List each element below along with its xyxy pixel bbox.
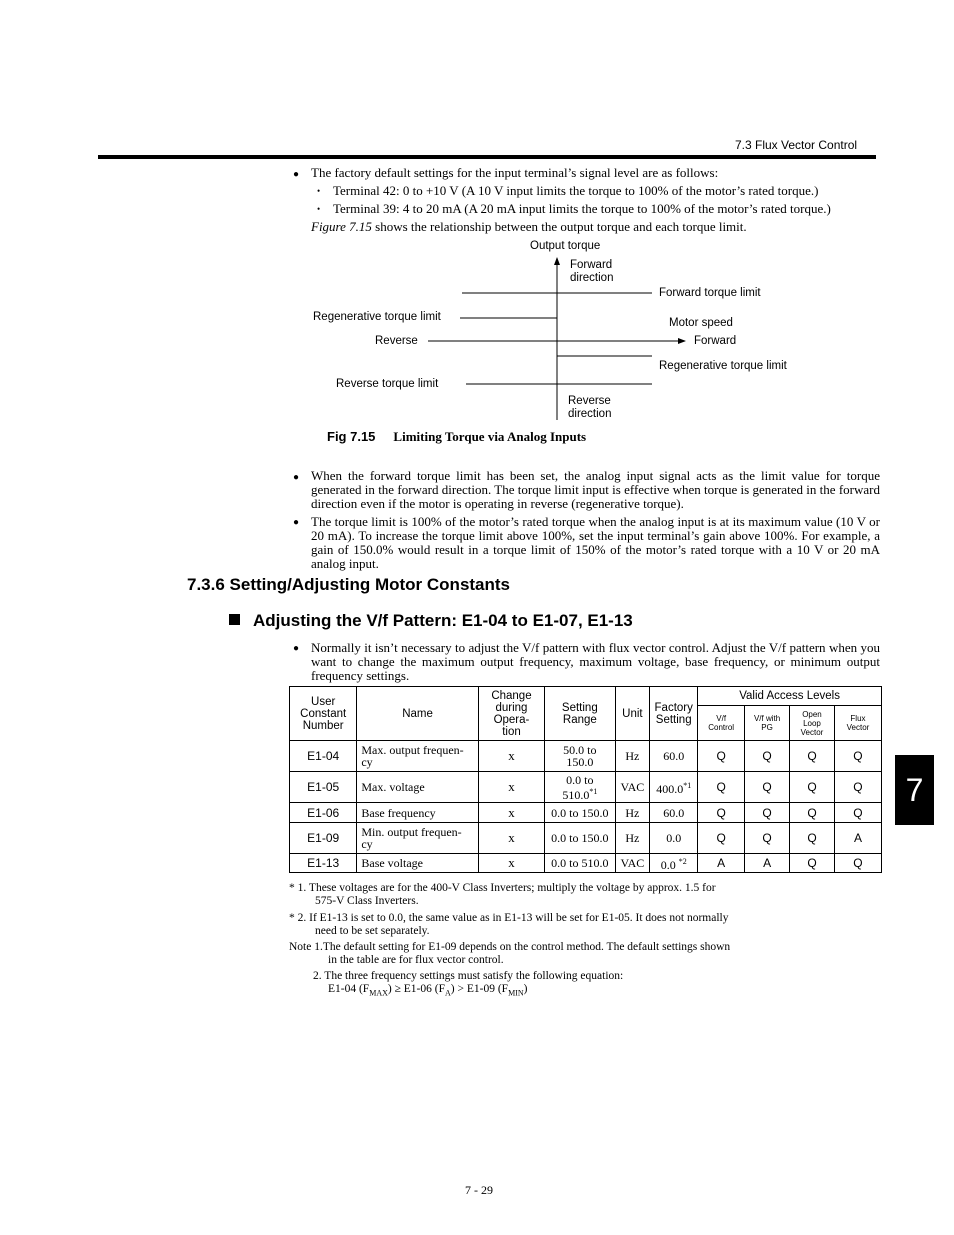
cell-range: 0.0 to 510.0$^{*1}$ (545, 772, 615, 803)
label-regen-right: Regenerative torque limit (659, 360, 787, 372)
label-forward-direction-1: Forward (570, 259, 613, 271)
torque-axis-arrow (554, 257, 560, 265)
cell-level-olv: Q (790, 803, 835, 823)
note-1-line-1: Note 1.The default setting for E1-09 depends on the control method. The default settings shown (289, 941, 731, 953)
cell-name: Max. voltage (357, 772, 478, 803)
cell-level-vf: Q (698, 823, 745, 854)
cell-level-vf: Q (698, 772, 745, 803)
cell-name: Min. output frequen- cy (357, 823, 478, 854)
cell-level-olv: Q (790, 772, 835, 803)
cell-name: Base voltage (357, 854, 478, 873)
sub-bullet-dot: • (317, 186, 321, 196)
cell-change: x (478, 741, 544, 772)
page-number: 7 - 29 (465, 1183, 493, 1197)
sub-bullet-terminal-42: Terminal 42: 0 to +10 V (A 10 V input limits the torque to 100% of the motor’s rated torque.) (333, 183, 819, 198)
figure-reference (311, 220, 881, 234)
cell-change: x (478, 772, 544, 803)
table-row (290, 772, 882, 803)
cell-range: 0.0 to 150.0 (545, 803, 615, 823)
intro-bullet: The factory default settings for the input terminal’s signal level are as follows: (311, 165, 719, 180)
bullet-dot: ● (293, 169, 300, 180)
footnote-1-line-1: * 1. These voltages are for the 400-V Class Inverters; multiply the voltage by approx. 1.5 for (289, 882, 716, 894)
vf-pattern-table (289, 686, 882, 873)
cell-number: E1-06 (290, 803, 357, 823)
cell-level-flux: A (834, 823, 881, 854)
cell-name: Max. output frequen- cy (357, 741, 478, 772)
label-forward-direction-2: direction (570, 272, 614, 284)
label-reverse-torque-limit: Reverse torque limit (336, 378, 439, 390)
table-intro: Normally it isn’t necessary to adjust the V/f pattern with flux vector control. Adjust the V/f pattern when you want to change the maximum output frequency, maximum voltage, base frequency, or minimum output frequency settings. (311, 640, 880, 683)
cell-range: 0.0 to 510.0 (545, 854, 615, 873)
heading-square-icon (229, 614, 240, 625)
frequency-equation: E1-04 $(F_{MAX}) \ge E1-06$ $(F_A) > E1-09$ $(F_{MIN})$ (328, 983, 528, 998)
col-vf-with-pg: V/f with PG (745, 706, 790, 741)
label-regen-left: Regenerative torque limit (313, 311, 441, 323)
header-rule (98, 155, 876, 159)
label-reverse-direction-1: Reverse (568, 395, 611, 407)
speed-axis-arrow (678, 338, 686, 344)
cell-range: 50.0 to 150.0 (545, 741, 615, 772)
figure-caption (327, 429, 586, 445)
col-setting-range: Setting Range (545, 687, 615, 741)
cell-unit: Hz (615, 741, 650, 772)
col-change-during-operation: Change during Opera- tion (478, 687, 544, 741)
label-motor-speed: Motor speed (669, 317, 733, 329)
footnote-2-line-2: need to be set separately. (315, 925, 430, 937)
note-1-line-2: in the table are for flux vector control. (328, 954, 504, 966)
cell-level-flux: Q (834, 741, 881, 772)
cell-factory: 60.0 (650, 741, 698, 772)
cell-change: x (478, 823, 544, 854)
table-row (290, 741, 882, 772)
col-name: Name (357, 687, 478, 741)
torque-limit-diagram (300, 236, 820, 426)
col-constant-number: User Constant Number (290, 687, 357, 741)
cell-level-vf: A (698, 854, 745, 873)
cell-factory: 0.0 (650, 823, 698, 854)
table-row (290, 823, 882, 854)
figure-ref-italic: Figure 7.15 (311, 219, 372, 234)
cell-factory: 60.0 (650, 803, 698, 823)
cell-factory: 0.0 $^{*2}$ (650, 854, 698, 873)
cell-level-flux: Q (834, 803, 881, 823)
label-forward: Forward (694, 335, 737, 347)
cell-factory: 400.0$^{*1}$ (650, 772, 698, 803)
sub-heading (229, 611, 633, 631)
bullet-dot: ● (293, 643, 300, 654)
footnote-2-line-1: * 2. If E1-13 is set to 0.0, the same value as in E1-13 will be set for E1-05. It does not normally (289, 912, 729, 924)
cell-level-olv: Q (790, 854, 835, 873)
torque-gain-paragraph: The torque limit is 100% of the motor’s rated torque when the analog input is at its maximum value (10 V or 20 mA). To increase the torque limit above 100%, set the input terminal’s gain above 100%. For example, a gain of 150.0% would result in a torque limit of 150% of the motor’s rated torque with a 10 V or 20 mA analog input. (311, 514, 880, 571)
label-reverse-direction-2: direction (568, 408, 612, 420)
cell-number: E1-09 (290, 823, 357, 854)
cell-change: x (478, 803, 544, 823)
cell-unit: Hz (615, 823, 650, 854)
cell-level-olv: Q (790, 823, 835, 854)
col-vf-control: V/f Control (698, 706, 745, 741)
cell-level-flux: Q (834, 854, 881, 873)
cell-level-vfpg: A (745, 854, 790, 873)
section-heading: 7.3.6 Setting/Adjusting Motor Constants (187, 575, 511, 594)
sub-bullet-dot: • (317, 204, 321, 214)
label-forward-torque-limit: Forward torque limit (659, 287, 761, 299)
col-unit: Unit (615, 687, 650, 741)
figure-number: Fig 7.15 (327, 429, 376, 444)
cell-number: E1-04 (290, 741, 357, 772)
cell-unit: VAC (615, 854, 650, 873)
col-valid-access-levels: Valid Access Levels (698, 687, 882, 706)
figure-ref-text: shows the relationship between the output torque and each torque limit. (371, 219, 747, 234)
cell-level-vfpg: Q (745, 772, 790, 803)
note-2-line-1: 2. The three frequency settings must satisfy the following equation: (313, 970, 624, 982)
running-header: 7.3 Flux Vector Control (735, 138, 858, 152)
label-reverse: Reverse (375, 335, 418, 347)
chapter-tab-marker: 7 (895, 755, 934, 825)
cell-range: 0.0 to 150.0 (545, 823, 615, 854)
cell-level-vfpg: Q (745, 741, 790, 772)
cell-change: x (478, 854, 544, 873)
cell-unit: Hz (615, 803, 650, 823)
label-output-torque: Output torque (530, 240, 601, 252)
footnote-1-line-2: 575-V Class Inverters. (315, 895, 419, 907)
cell-level-vfpg: Q (745, 803, 790, 823)
cell-level-flux: Q (834, 772, 881, 803)
table-header-row-1 (290, 687, 882, 706)
cell-number: E1-05 (290, 772, 357, 803)
table-row (290, 854, 882, 873)
table-row (290, 803, 882, 823)
cell-level-olv: Q (790, 741, 835, 772)
cell-level-vf: Q (698, 803, 745, 823)
col-open-loop-vector: Open Loop Vector (790, 706, 835, 741)
cell-unit: VAC (615, 772, 650, 803)
col-flux-vector: Flux Vector (834, 706, 881, 741)
cell-name: Base frequency (357, 803, 478, 823)
cell-level-vfpg: Q (745, 823, 790, 854)
forward-torque-paragraph: When the forward torque limit has been set, the analog input signal acts as the limit value for torque generated in the forward direction. The torque limit input is effective when torque is generated in the forward direction even if the motor is operating in reverse (regenerative torque). (311, 468, 880, 511)
cell-number: E1-13 (290, 854, 357, 873)
figure-title: Limiting Torque via Analog Inputs (393, 429, 587, 444)
bullet-dot: ● (293, 472, 300, 483)
col-factory-setting: Factory Setting (650, 687, 698, 741)
sub-heading-text: Adjusting the V/f Pattern: E1-04 to E1-07, E1-13 (253, 611, 633, 630)
cell-level-vf: Q (698, 741, 745, 772)
sub-bullet-terminal-39: Terminal 39: 4 to 20 mA (A 20 mA input limits the torque to 100% of the motor’s rated torque.) (333, 201, 831, 216)
bullet-dot: ● (293, 517, 300, 528)
